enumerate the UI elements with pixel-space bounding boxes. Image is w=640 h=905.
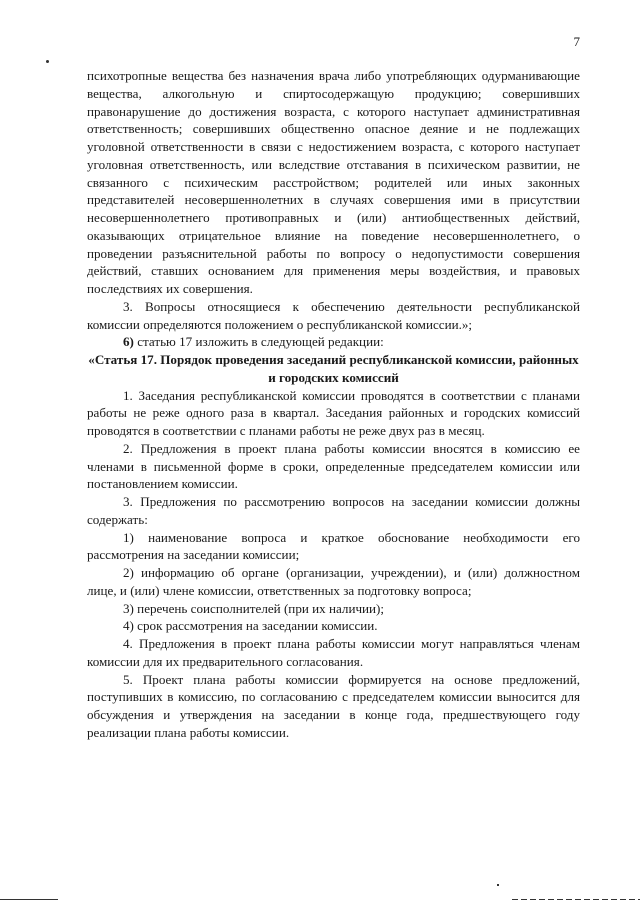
article-subitem-1: 1) наименование вопроса и краткое обоснование необходимости его рассмотрения на заседании комиссии;: [87, 529, 580, 563]
amendment-line: [87, 333, 580, 351]
paragraph-continuation: психотропные вещества без назначения врача либо употребляющих одурманивающие вещества, алкогольную и спиртосодержащую продукцию; совершивших правонарушение до достижения возраста, с которого наступает административная ответственность; совершивших общественно опасное деяние и не подлежащих уголовной ответственности в связи с недостижением возраста, с которого наступает уголовная ответственность, или вследствие отставания в психическом развитии, не связанного с психическим расстройством; родителей или иных законных представителей несовершеннолетних в случаях совершения ими в присутствии несовершеннолетнего противоправных и (или) антиобщественных действий, оказывающих отрицательное влияние на поведение несовершеннолетнего, о проведении разъяснительной работы по вопросу о недопустимости совершения действий, ставших основанием для применения меры воздействия, и правовых последствиях их совершения.: [87, 68, 580, 296]
article-item-5: 5. Проект плана работы комиссии формируется на основе предложений, поступивших в комиссию, по согласованию с председателем комиссии выносится для обсуждения и утверждения на заседании в конце года, предшествующего году реализации плана работы комиссии.: [87, 671, 580, 740]
scan-edge-left: [0, 899, 58, 900]
article-item-1: 1. Заседания республиканской комиссии проводятся в соответствии с планами работы не реже одного раза в квартал. Заседания районных и городских комиссий проводятся в соответствии с планами работы не реже двух раз в месяц.: [87, 387, 580, 438]
scan-speck-bottom: [497, 884, 499, 886]
article-item-3: 3. Предложения по рассмотрению вопросов на заседании комиссии должны содержать:: [87, 494, 580, 527]
article-item-4: 4. Предложения в проект плана работы комиссии могут направляться членам комиссии для их предварительного согласования.: [87, 636, 580, 669]
document-body: [87, 67, 580, 742]
article-subitem-2: 2) информацию об органе (организации, учреждении), и (или) должностном лице, и (или) члене комиссии, ответственных за подготовку вопроса;: [87, 565, 580, 598]
page-number: 7: [573, 34, 580, 49]
scan-edge-right: [512, 899, 640, 900]
article-item-2: 2. Предложения в проект плана работы комиссии вносятся в комиссию ее членами в письменной форме в сроки, определенные председателем комиссии или постановлением комиссии.: [87, 440, 580, 492]
article-subitem-3: 3) перечень соисполнителей (при их наличии);: [123, 600, 385, 616]
amendment-text: статью 17 изложить в следующей редакции:: [133, 334, 384, 350]
article-heading: «Статья 17. Порядок проведения заседаний республиканской комиссии, районных и городских комиссий: [88, 352, 579, 385]
scan-speck: [46, 60, 49, 63]
article-subitem-4: 4) срок рассмотрения на заседании комиссии.: [123, 618, 378, 634]
amendment-number: 6): [123, 334, 134, 350]
paragraph-item-3: 3. Вопросы относящиеся к обеспечению деятельности республиканской комиссии определяются положением о республиканской комиссии.»;: [87, 298, 580, 332]
